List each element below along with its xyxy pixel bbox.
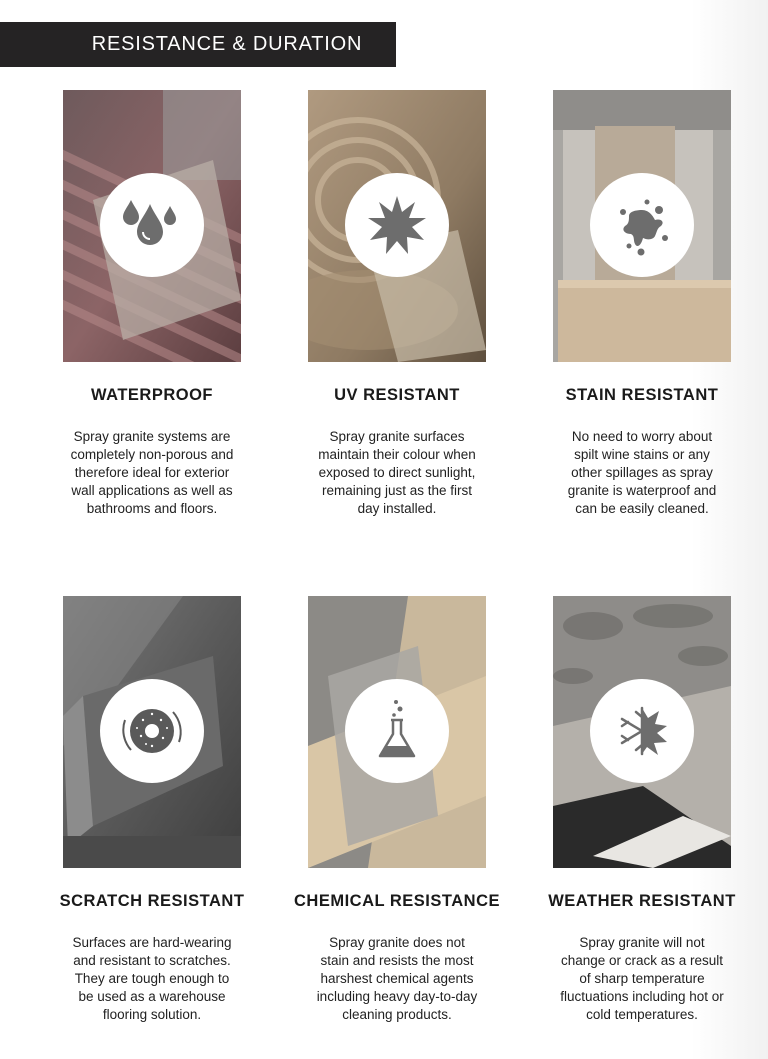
feature-title: STAIN RESISTANT [565, 386, 719, 404]
icon-badge [100, 173, 204, 277]
feature-title: WEATHER RESISTANT [548, 892, 736, 910]
section-title: RESISTANCE & DURATION [91, 33, 363, 55]
feature-photo [63, 596, 241, 868]
feature-photo [308, 596, 486, 868]
feature-photo [308, 90, 486, 362]
feature-card-weather-resistant [548, 596, 736, 1022]
feature-description: Surfaces are hard-wearing and resistant to scratches. They are tough enough to be used as a warehouse flooring solution. [72, 935, 232, 1022]
snowflake-sun-icon [607, 696, 677, 766]
feature-photo [553, 90, 731, 362]
icon-badge [100, 679, 204, 783]
feature-card-chemical-resistance [294, 596, 500, 1022]
icon-badge [345, 679, 449, 783]
feature-title: UV RESISTANT [334, 386, 460, 404]
feature-card-waterproof [63, 90, 241, 516]
section-header [0, 22, 396, 67]
feature-description: Spray granite does not stain and resists the most harshest chemical agents including heavy day-to-day cleaning products. [316, 935, 478, 1022]
disc-icon [117, 696, 187, 766]
feature-photo [63, 90, 241, 362]
flask-icon [362, 696, 432, 766]
feature-description: Spray granite systems are completely non-porous and therefore ideal for exterior wall applications as well as bathrooms and floors. [70, 429, 234, 516]
feature-card-uv-resistant [308, 90, 486, 516]
splash-icon [607, 190, 677, 260]
feature-title: WATERPROOF [90, 386, 214, 404]
water-drops-icon [117, 190, 187, 260]
feature-title: SCRATCH RESISTANT [59, 892, 245, 910]
icon-badge [590, 679, 694, 783]
feature-description: Spray granite will not change or crack as a result of sharp temperature fluctuations including hot or cold temperatures. [560, 935, 724, 1022]
feature-photo [553, 596, 731, 868]
feature-description: Spray granite surfaces maintain their colour when exposed to direct sunlight, remaining just as the first day installed. [318, 429, 476, 516]
sun-burst-icon [362, 190, 432, 260]
feature-card-stain-resistant [553, 90, 731, 516]
feature-title: CHEMICAL RESISTANCE [294, 892, 500, 910]
feature-description: No need to worry about spilt wine stains or any other spillages as spray granite is waterproof and can be easily cleaned. [567, 429, 717, 516]
feature-card-scratch-resistant [59, 596, 245, 1022]
icon-badge [590, 173, 694, 277]
icon-badge [345, 173, 449, 277]
